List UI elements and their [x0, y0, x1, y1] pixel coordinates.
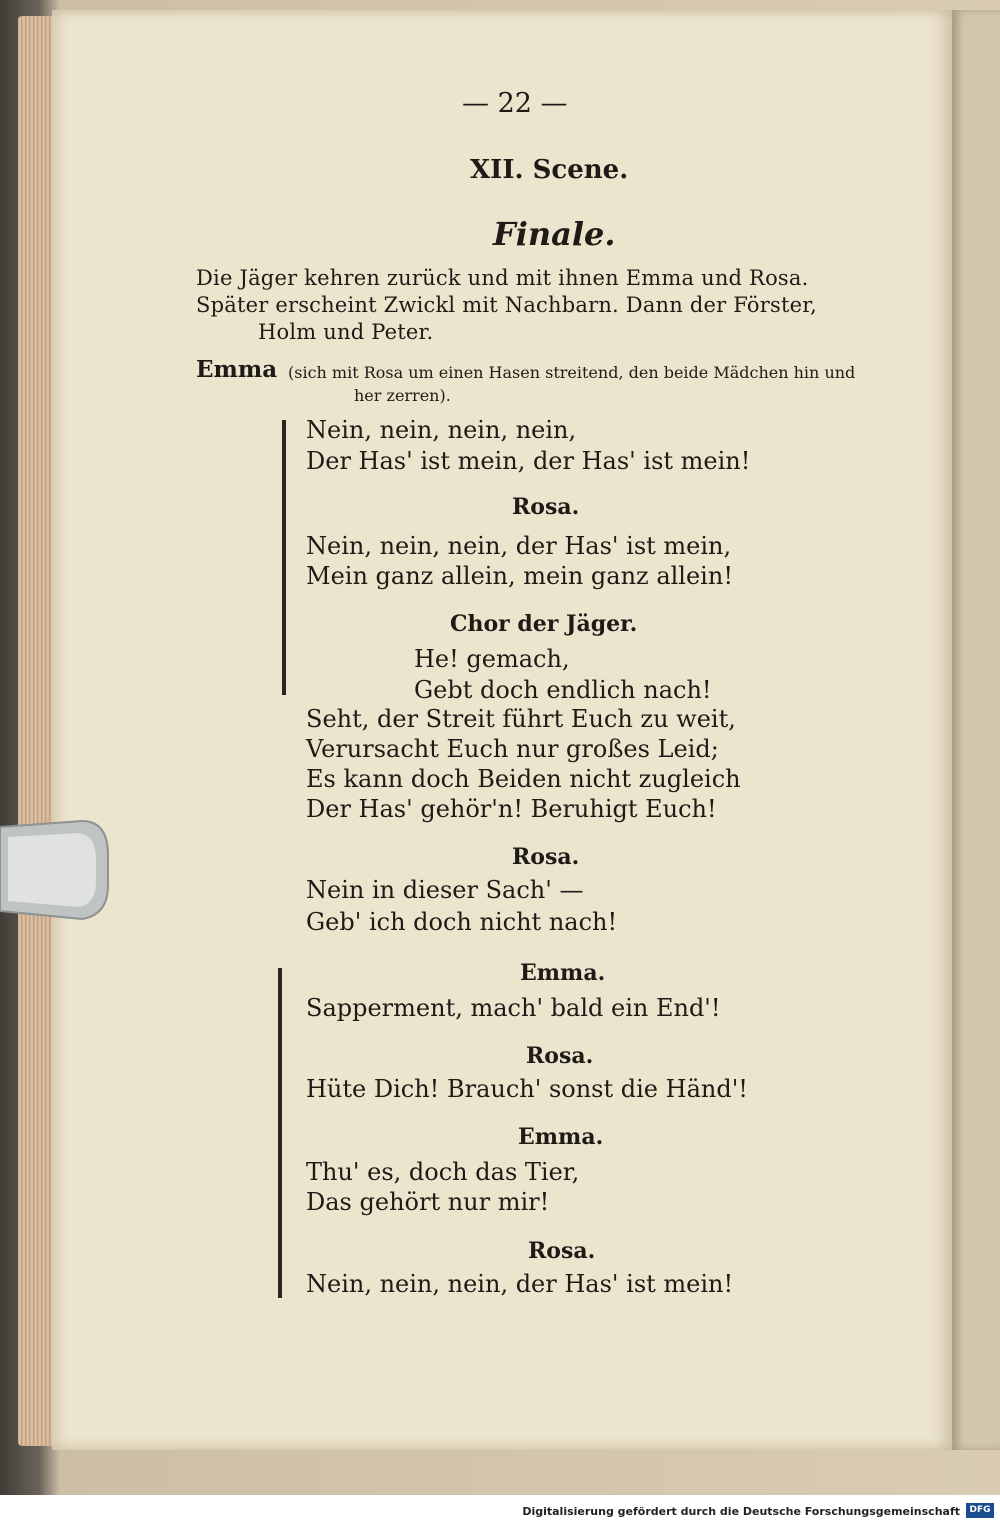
- stage-direction-line: Die Jäger kehren zurück und mit ihnen Emma und Rosa.: [196, 266, 809, 290]
- verse-line: Der Has' ist mein, der Has' ist mein!: [306, 447, 751, 475]
- speaker-name: Emma.: [520, 960, 606, 986]
- stage-direction-line: Holm und Peter.: [258, 320, 434, 344]
- speaker-name: Chor der Jäger.: [450, 611, 638, 637]
- scene-title: XII. Scene.: [470, 155, 629, 185]
- speaker-direction: (sich mit Rosa um einen Hasen streitend, den beide Mädchen hin und: [288, 363, 856, 382]
- verse-line: Mein ganz allein, mein ganz allein!: [306, 562, 733, 590]
- speaker-name: Emma.: [518, 1124, 604, 1150]
- adjacent-page: [952, 10, 1000, 1450]
- speaker-name: Rosa.: [528, 1238, 596, 1264]
- speaker-direction: her zerren).: [354, 386, 451, 405]
- page-number: — 22 —: [462, 88, 568, 119]
- speaker-name: Rosa.: [512, 844, 580, 870]
- speaker-name: Rosa.: [526, 1043, 594, 1069]
- verse-line: Thu' es, doch das Tier,: [306, 1158, 580, 1186]
- verse-line: Seht, der Streit führt Euch zu weit,: [306, 705, 736, 733]
- speaker-name: Emma: [196, 356, 278, 383]
- footer-credit: Digitalisierung gefördert durch die Deutsche Forschungsgemeinschaft: [522, 1505, 960, 1518]
- verse-line: Verursacht Euch nur großes Leid;: [306, 735, 719, 763]
- verse-line: Das gehört nur mir!: [306, 1188, 550, 1216]
- stage-direction-line: Später erscheint Zwickl mit Nachbarn. Dann der Förster,: [196, 293, 818, 317]
- verse-line: Sapperment, mach' bald ein End'!: [306, 994, 721, 1022]
- verse-line: Gebt doch endlich nach!: [414, 676, 712, 704]
- section-title: Finale.: [493, 215, 616, 253]
- verse-line: Nein, nein, nein, nein,: [306, 416, 577, 444]
- verse-line: Hüte Dich! Brauch' sonst die Händ'!: [306, 1075, 748, 1103]
- verse-line: Der Has' gehör'n! Beruhigt Euch!: [306, 795, 717, 823]
- verse-line: He! gemach,: [414, 645, 570, 673]
- brace-line: [282, 420, 286, 695]
- verse-line: Nein in dieser Sach' —: [306, 876, 584, 904]
- speaker-name: Rosa.: [512, 494, 580, 520]
- verse-line: Es kann doch Beiden nicht zugleich: [306, 765, 741, 793]
- verse-line: Nein, nein, nein, der Has' ist mein,: [306, 532, 732, 560]
- dfg-logo-icon: DFG: [966, 1503, 994, 1518]
- page-clip-icon: [0, 815, 112, 927]
- verse-line: Geb' ich doch nicht nach!: [306, 908, 618, 936]
- verse-line: Nein, nein, nein, der Has' ist mein!: [306, 1270, 734, 1298]
- brace-line: [278, 968, 282, 1298]
